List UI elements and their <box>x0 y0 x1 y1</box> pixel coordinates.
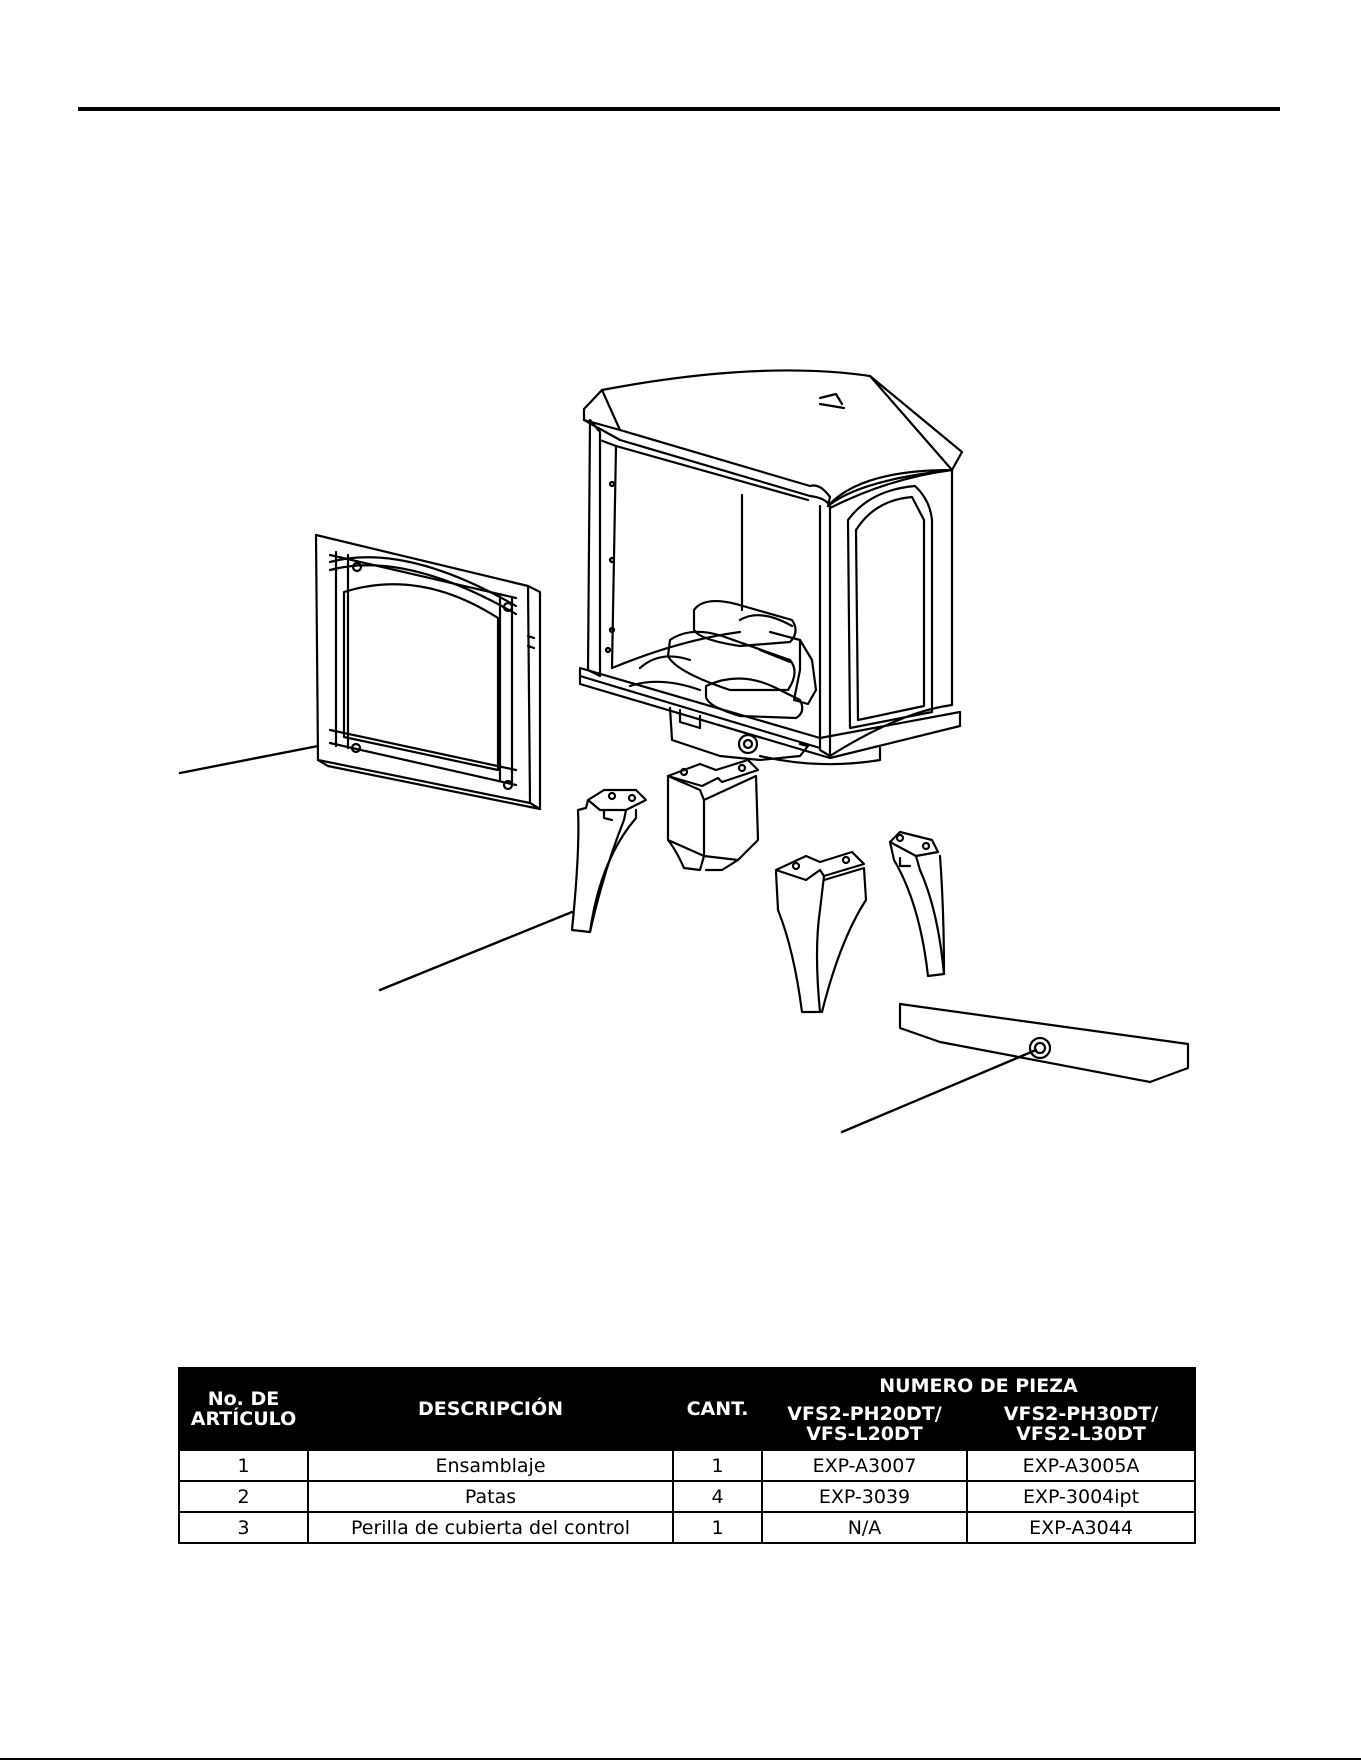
header-model-b: VFS2-PH30DT/ VFS2-L30DT <box>967 1398 1195 1450</box>
header-quantity: CANT. <box>673 1368 762 1450</box>
table-row <box>179 1481 1195 1512</box>
cell-qty: 1 <box>673 1512 762 1543</box>
cell-description: Ensamblaje <box>308 1450 673 1481</box>
header-model-a: VFS2-PH20DT/ VFS-L20DT <box>762 1398 967 1450</box>
footer-rule <box>0 1758 1361 1760</box>
table-header-row <box>179 1368 1195 1398</box>
header-item-no: No. DE ARTÍCULO <box>179 1368 308 1450</box>
cell-description: Perilla de cubierta del control <box>308 1512 673 1543</box>
cell-part-a: N/A <box>762 1512 967 1543</box>
legs-drawing <box>572 760 944 1012</box>
firebox-assembly-drawing <box>580 370 962 764</box>
cell-item: 1 <box>179 1450 308 1481</box>
cell-part-a: EXP-A3007 <box>762 1450 967 1481</box>
control-cover-drawing <box>900 1004 1188 1082</box>
leader-lines <box>180 746 1036 1132</box>
cell-part-b: EXP-A3005A <box>967 1450 1195 1481</box>
cell-part-b: EXP-3004ipt <box>967 1481 1195 1512</box>
cell-qty: 1 <box>673 1450 762 1481</box>
header-description: DESCRIPCIÓN <box>308 1368 673 1450</box>
leader-line-3 <box>842 1050 1036 1132</box>
leader-line-1 <box>180 746 318 773</box>
cell-description: Patas <box>308 1481 673 1512</box>
header-part-number: NUMERO DE PIEZA <box>762 1368 1195 1398</box>
cell-item: 2 <box>179 1481 308 1512</box>
leader-line-2 <box>380 912 572 990</box>
table-row <box>179 1450 1195 1481</box>
cell-qty: 4 <box>673 1481 762 1512</box>
parts-table <box>178 1367 1196 1544</box>
cell-part-a: EXP-3039 <box>762 1481 967 1512</box>
table-row <box>179 1512 1195 1543</box>
cell-part-b: EXP-A3044 <box>967 1512 1195 1543</box>
front-panel-drawing <box>316 535 540 809</box>
cell-item: 3 <box>179 1512 308 1543</box>
